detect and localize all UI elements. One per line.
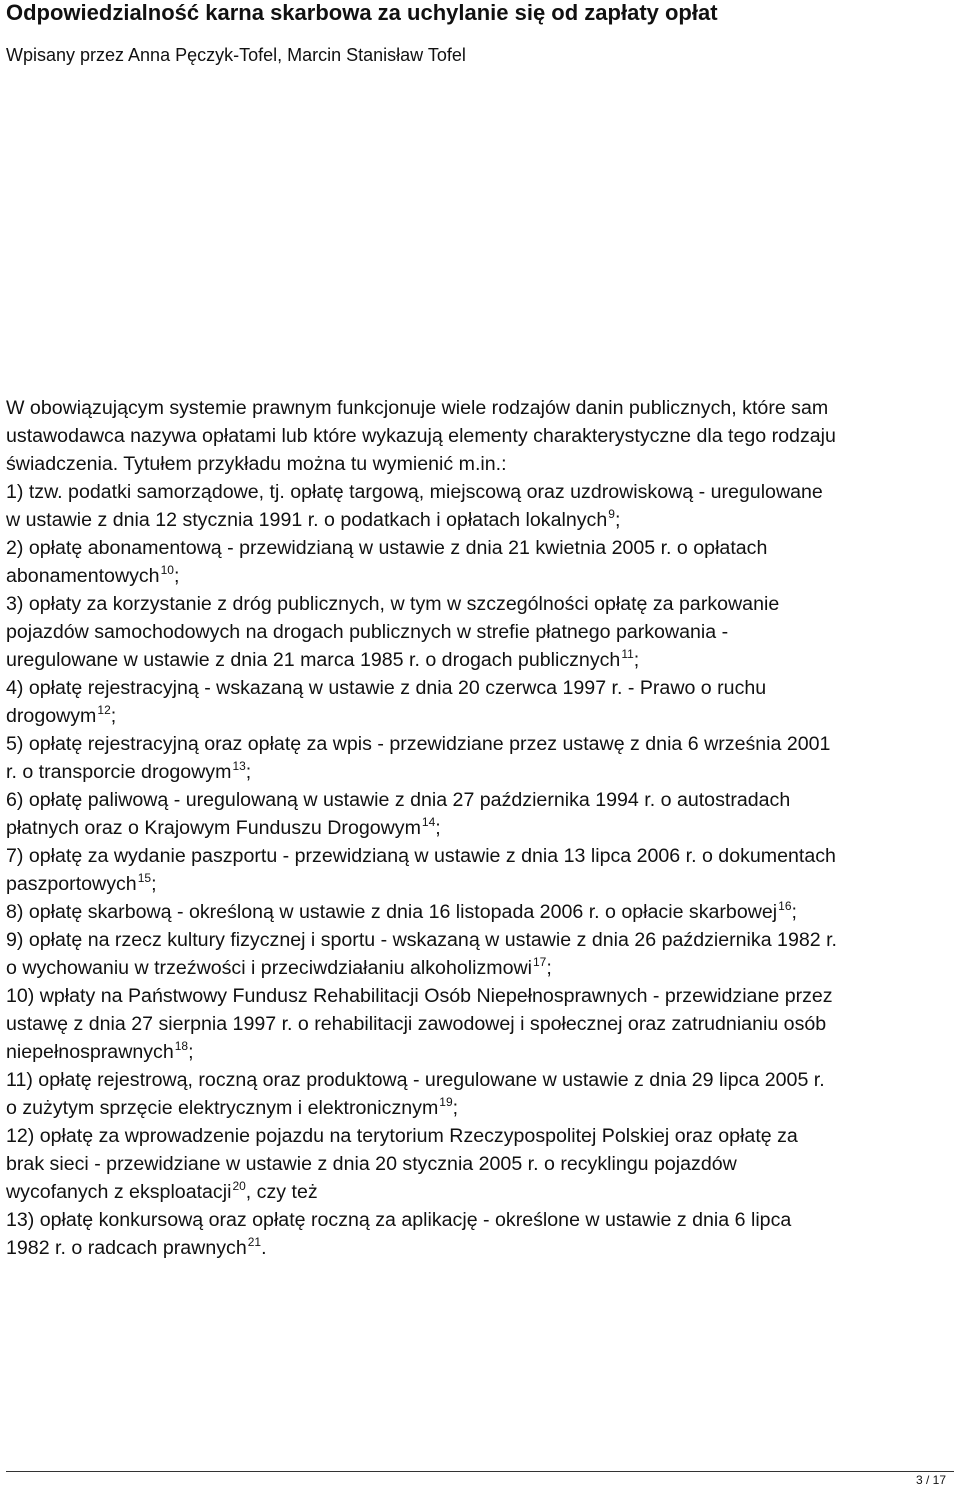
line-text: 2) opłatę abonamentową - przewidzianą w ustawie z dnia 21 kwietnia 2005 r. o opłatach [6, 537, 768, 559]
line-text: 11) opłatę rejestrową, roczną oraz produktową - uregulowane w ustawie z dnia 29 lipca 2005 r. [6, 1069, 825, 1091]
line-text: świadczenia. Tytułem przykładu można tu wymienić m.in.: [6, 453, 507, 475]
text-line [6, 1206, 956, 1234]
footnote-ref[interactable]: 19 [439, 1095, 453, 1109]
footnote-ref[interactable]: 20 [232, 1179, 246, 1193]
footnote-ref[interactable]: 11 [621, 647, 634, 661]
text-line [6, 1150, 956, 1178]
text-line [6, 898, 956, 926]
footnote-ref[interactable]: 9 [608, 507, 615, 521]
line-text: pojazdów samochodowych na drogach publicznych w strefie płatnego parkowania - [6, 621, 729, 643]
text-line [6, 702, 956, 730]
text-line [6, 926, 956, 954]
line-trailing-text: . [261, 1237, 267, 1259]
footnote-ref[interactable]: 10 [160, 563, 174, 577]
line-text: drogowym [6, 705, 97, 727]
line-text: 7) opłatę za wydanie paszportu - przewidzianą w ustawie z dnia 13 lipca 2006 r. o dokumentach [6, 845, 836, 867]
text-line [6, 1066, 956, 1094]
line-text: abonamentowych [6, 565, 160, 587]
line-text: 12) opłatę za wprowadzenie pojazdu na terytorium Rzeczypospolitej Polskiej oraz opłatę za [6, 1125, 798, 1147]
text-line [6, 478, 956, 506]
text-line [6, 758, 956, 786]
line-text: o wychowaniu w trzeźwości i przeciwdziałaniu alkoholizmowi [6, 957, 532, 979]
footnote-ref[interactable]: 15 [137, 871, 152, 885]
page-number: 3 / 17 [915, 1473, 946, 1487]
line-trailing-text: ; [435, 817, 441, 839]
text-line [6, 814, 956, 842]
document-header [6, 0, 954, 67]
author-line: Wpisany przez Anna Pęczyk-Tofel, Marcin Stanisław Tofel [6, 45, 466, 65]
line-text: 6) opłatę paliwową - uregulowaną w ustawie z dnia 27 października 1994 r. o autostradach [6, 789, 791, 811]
text-line [6, 450, 956, 478]
page-title: Odpowiedzialność karna skarbowa za uchylanie się od zapłaty opłat [6, 0, 718, 25]
text-line [6, 1234, 956, 1262]
article-body [6, 394, 956, 1262]
text-line [6, 1094, 956, 1122]
footnote-ref[interactable]: 14 [421, 815, 436, 829]
footnote-ref[interactable]: 12 [97, 703, 111, 717]
footnote-ref[interactable]: 21 [247, 1235, 262, 1249]
line-text: paszportowych [6, 873, 137, 895]
line-trailing-text: ; [791, 901, 797, 923]
line-trailing-text: ; [173, 565, 180, 587]
text-line [6, 1122, 956, 1150]
line-trailing-text: ; [546, 957, 552, 979]
line-text: 10) wpłaty na Państwowy Fundusz Rehabilitacji Osób Niepełnosprawnych - przewidziane przez [6, 985, 833, 1007]
line-text: 1) tzw. podatki samorządowe, tj. opłatę targową, miejscową oraz uzdrowiskową - uregulowane [6, 481, 823, 503]
footer-divider [6, 1471, 954, 1472]
text-line [6, 422, 956, 450]
line-text: W obowiązującym systemie prawnym funkcjonuje wiele rodzajów danin publicznych, które sam [6, 397, 829, 419]
text-line [6, 1010, 956, 1038]
line-text: 13) opłatę konkursową oraz opłatę roczną za aplikację - określone w ustawie z dnia 6 lipca [6, 1209, 792, 1231]
line-text: 4) opłatę rejestracyjną - wskazaną w ustawie z dnia 20 czerwca 1997 r. - Prawo o ruchu [6, 677, 767, 699]
text-line [6, 562, 956, 590]
line-text: o zużytym sprzęcie elektrycznym i elektronicznym [6, 1097, 439, 1119]
line-text: brak sieci - przewidziane w ustawie z dnia 20 stycznia 2005 r. o recyklingu pojazdów [6, 1153, 737, 1175]
line-trailing-text: ; [452, 1097, 459, 1119]
footnote-ref[interactable]: 16 [778, 899, 792, 913]
line-text: 5) opłatę rejestracyjną oraz opłatę za wpis - przewidziane przez ustawę z dnia 6 września 2001 [6, 733, 831, 755]
line-trailing-text: ; [245, 761, 252, 783]
text-line [6, 506, 956, 534]
line-text: ustawę z dnia 27 sierpnia 1997 r. o rehabilitacji zawodowej i społecznej oraz zatrudnianiu osób [6, 1013, 827, 1035]
line-text: uregulowane w ustawie z dnia 21 marca 1985 r. o drogach publicznych [6, 649, 621, 671]
line-text: niepełnosprawnych [6, 1041, 174, 1063]
text-line [6, 618, 956, 646]
line-trailing-text: ; [633, 649, 640, 671]
line-trailing-text: ; [151, 873, 157, 895]
line-trailing-text: ; [110, 705, 117, 727]
line-text: płatnych oraz o Krajowym Funduszu Drogowym [6, 817, 421, 839]
footnote-ref[interactable]: 13 [232, 759, 246, 773]
line-text: 3) opłaty za korzystanie z dróg publicznych, w tym w szczególności opłatę za parkowanie [6, 593, 780, 615]
text-line [6, 954, 956, 982]
text-line [6, 394, 956, 422]
text-line [6, 1178, 956, 1206]
line-text: w ustawie z dnia 12 stycznia 1991 r. o podatkach i opłatach lokalnych [6, 509, 608, 531]
line-text: r. o transporcie drogowym [6, 761, 232, 783]
line-text: wycofanych z eksploatacji [6, 1181, 232, 1203]
text-line [6, 534, 956, 562]
line-trailing-text: ; [188, 1041, 194, 1063]
text-line [6, 786, 956, 814]
text-line [6, 730, 956, 758]
line-text: ustawodawca nazywa opłatami lub które wykazują elementy charakterystyczne dla tego rodzaju [6, 425, 836, 447]
line-text: 1982 r. o radcach prawnych [6, 1237, 247, 1259]
text-line [6, 590, 956, 618]
line-trailing-text: ; [614, 509, 621, 531]
footnote-ref[interactable]: 17 [532, 955, 547, 969]
line-text: 9) opłatę na rzecz kultury fizycznej i sportu - wskazaną w ustawie z dnia 26 października 1982 r. [6, 929, 837, 951]
line-trailing-text: , czy też [245, 1181, 318, 1203]
text-line [6, 870, 956, 898]
text-line [6, 842, 956, 870]
text-line [6, 674, 956, 702]
footnote-ref[interactable]: 18 [174, 1039, 189, 1053]
line-text: 8) opłatę skarbową - określoną w ustawie z dnia 16 listopada 2006 r. o opłacie skarbowej [6, 901, 778, 923]
text-line [6, 1038, 956, 1066]
text-line [6, 982, 956, 1010]
text-line [6, 646, 956, 674]
